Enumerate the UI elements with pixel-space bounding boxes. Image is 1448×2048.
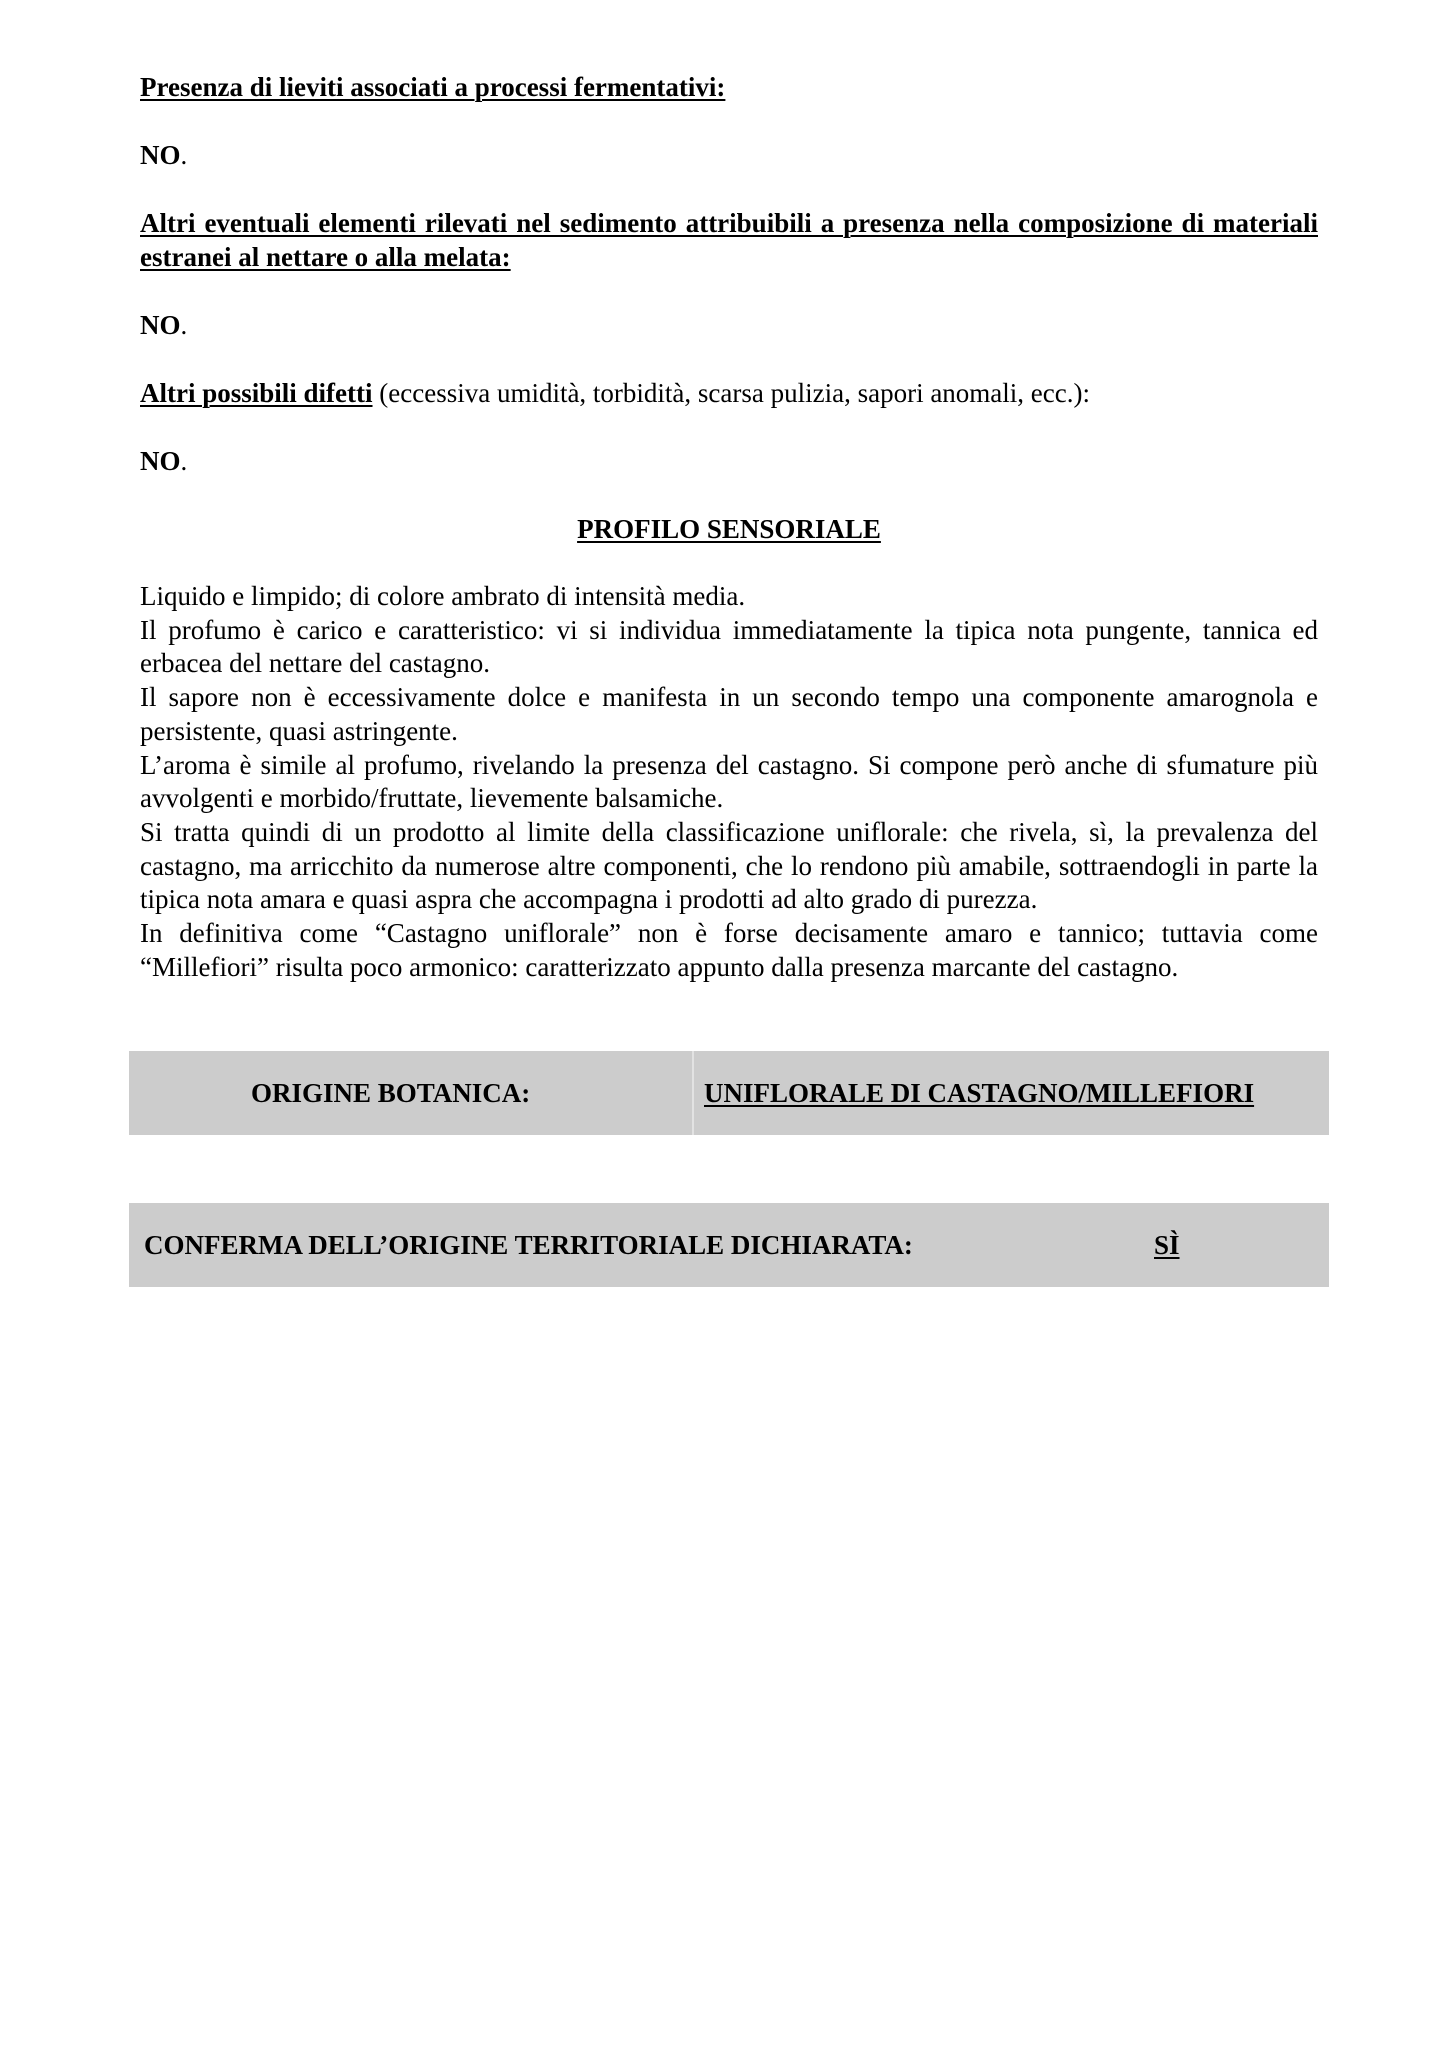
botanical-origin-box: [129, 1051, 1329, 1135]
foreign-answer-tail: .: [180, 310, 188, 340]
territorial-origin-box: [129, 1203, 1329, 1287]
sensory-paragraph: Il sapore non è eccessivamente dolce e manifesta in un secondo tempo una componente amarognola e persistente, quasi astringente.: [140, 682, 1318, 746]
yeasts-answer: [140, 138, 1318, 172]
botanical-origin-divider: [692, 1051, 694, 1135]
defects-heading-tail: (eccessiva umidità, torbidità, scarsa pulizia, sapori anomali, ecc.):: [372, 378, 1090, 408]
territorial-origin-value: SÌ: [1154, 1230, 1180, 1260]
defects-answer-tail: .: [180, 446, 188, 476]
sensory-paragraph: In definitiva come “Castagno uniflorale” non è forse decisamente amaro e tannico; tuttavia come “Millefiori” risulta poco armonico: caratterizzato appunto dalla presenza marcante del castagno.: [140, 918, 1318, 982]
territorial-origin-label: CONFERMA DELL’ORIGINE TERRITORIALE DICHIARATA:: [144, 1230, 913, 1260]
foreign-heading: Altri eventuali elementi rilevati nel sedimento attribuibili a presenza nella composizione di materiali estranei al nettare o alla melata:: [140, 208, 1318, 272]
foreign-section: [140, 206, 1318, 274]
defects-answer-value: NO: [140, 446, 181, 476]
defects-answer: [140, 444, 1318, 478]
defects-heading: Altri possibili difetti: [140, 378, 373, 408]
sensory-paragraph: Liquido e limpido; di colore ambrato di intensità media.: [140, 581, 746, 611]
defects-section: [140, 376, 1318, 410]
yeasts-heading: Presenza di lieviti associati a processi fermentativi:: [140, 72, 726, 102]
sensory-paragraph: L’aroma è simile al profumo, rivelando la presenza del castagno. Si compone però anche di sfumature più avvolgenti e morbido/fruttate, lievemente balsamiche.: [140, 749, 1318, 814]
botanical-origin-label: ORIGINE BOTANICA:: [251, 1078, 531, 1108]
sensory-paragraph: Il profumo è carico e caratteristico: vi si individua immediatamente la tipica nota pungente, tannica ed erbacea del nettare del castagno.: [140, 614, 1318, 679]
yeasts-section: [140, 70, 1318, 104]
foreign-answer: [140, 308, 1318, 342]
foreign-answer-value: NO: [140, 310, 181, 340]
sensory-profile-title: PROFILO SENSORIALE: [577, 514, 881, 544]
sensory-paragraph: Si tratta quindi di un prodotto al limite della classificazione uniflorale: che rivela, sì, la prevalenza del castagno, ma arricchito da numerose altre componenti, che lo rendono più amabile, sottraendogli in parte la tipica nota amara e quasi aspra che accompagna i prodotti ad alto grado di purezza.: [140, 816, 1318, 915]
yeasts-answer-tail: .: [180, 140, 188, 170]
yeasts-answer-value: NO: [140, 140, 181, 170]
botanical-origin-value: UNIFLORALE DI CASTAGNO/MILLEFIORI: [704, 1078, 1255, 1108]
sensory-profile-body: [140, 580, 1318, 984]
